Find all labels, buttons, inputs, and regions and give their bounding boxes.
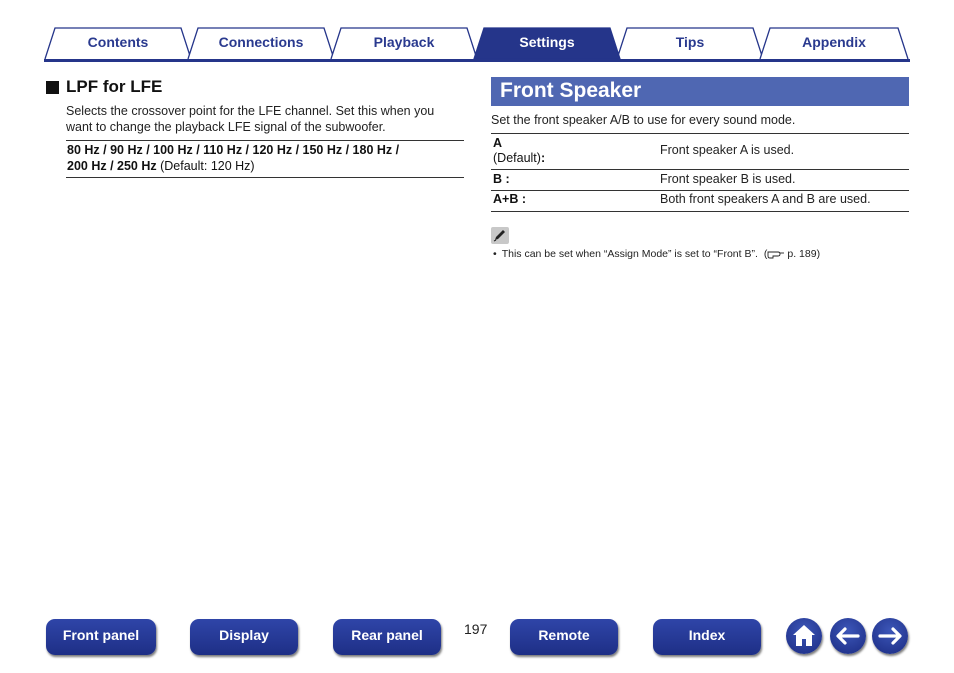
note-bullet: • xyxy=(493,248,497,260)
pencil-note-icon xyxy=(491,227,509,244)
values-line-2: 200 Hz / 250 Hz xyxy=(67,158,157,173)
divider xyxy=(66,140,464,141)
note xyxy=(493,248,820,260)
pointing-hand-icon xyxy=(767,249,785,259)
tab-connections[interactable] xyxy=(187,27,335,59)
tab-label: Settings xyxy=(519,34,575,50)
option-key-a xyxy=(493,136,545,166)
page-number: 197 xyxy=(464,621,488,637)
divider xyxy=(491,133,909,134)
divider xyxy=(491,211,909,212)
option-value-ab: Both front speakers A and B are used. xyxy=(660,192,871,206)
remote-button[interactable]: Remote xyxy=(510,619,618,655)
tab-playback[interactable] xyxy=(330,27,478,59)
back-button[interactable] xyxy=(830,618,866,654)
tab-label: Playback xyxy=(373,34,435,50)
option-value-a: Front speaker A is used. xyxy=(660,143,795,157)
option-colon: : xyxy=(540,151,546,165)
tab-tips[interactable] xyxy=(616,27,764,59)
note-ref-open: ( xyxy=(763,248,768,260)
default-label: (Default) xyxy=(493,151,541,165)
display-button[interactable]: Display xyxy=(190,619,298,655)
tab-bar xyxy=(44,27,910,62)
banner-title: Front Speaker xyxy=(500,79,642,102)
tab-settings[interactable] xyxy=(473,27,621,59)
home-icon xyxy=(786,618,822,654)
arrow-left-icon xyxy=(830,618,866,654)
option-key: A xyxy=(493,136,503,150)
section-heading xyxy=(46,77,162,97)
page-reference-link[interactable] xyxy=(764,248,820,260)
value-list xyxy=(67,143,457,174)
note-text: This can be set when “Assign Mode” is set to “Front B”. xyxy=(501,248,758,260)
option-value-b: Front speaker B is used. xyxy=(660,172,796,186)
section-description: Set the front speaker A/B to use for every sound mode. xyxy=(491,113,796,127)
tab-contents[interactable] xyxy=(44,27,192,59)
section-description: Selects the crossover point for the LFE channel. Set this when you want to change the playback LFE signal of the subwoofer. xyxy=(66,104,435,134)
section-banner xyxy=(491,77,909,106)
option-key-b: B : xyxy=(493,172,510,186)
tab-label: Contents xyxy=(87,34,149,50)
index-button[interactable]: Index xyxy=(653,619,761,655)
tab-label: Connections xyxy=(218,34,304,50)
section-title: LPF for LFE xyxy=(66,77,163,96)
tab-baseline xyxy=(44,59,910,62)
home-button[interactable] xyxy=(786,618,822,654)
divider xyxy=(66,177,464,178)
square-bullet-icon xyxy=(46,81,59,94)
forward-button[interactable] xyxy=(872,618,908,654)
divider xyxy=(491,190,909,191)
tab-appendix[interactable] xyxy=(759,27,909,59)
note-ref: p. 189) xyxy=(787,248,821,260)
tab-label: Tips xyxy=(675,34,705,50)
arrow-right-icon xyxy=(872,618,908,654)
default-value: (Default: 120 Hz) xyxy=(156,158,255,173)
front-panel-button[interactable]: Front panel xyxy=(46,619,156,655)
option-key-ab: A+B : xyxy=(493,192,526,206)
tab-label: Appendix xyxy=(802,34,866,50)
values-line-1: 80 Hz / 90 Hz / 100 Hz / 110 Hz / 120 Hz / 150 Hz / 180 Hz / xyxy=(67,143,400,157)
divider xyxy=(491,169,909,170)
rear-panel-button[interactable]: Rear panel xyxy=(333,619,441,655)
